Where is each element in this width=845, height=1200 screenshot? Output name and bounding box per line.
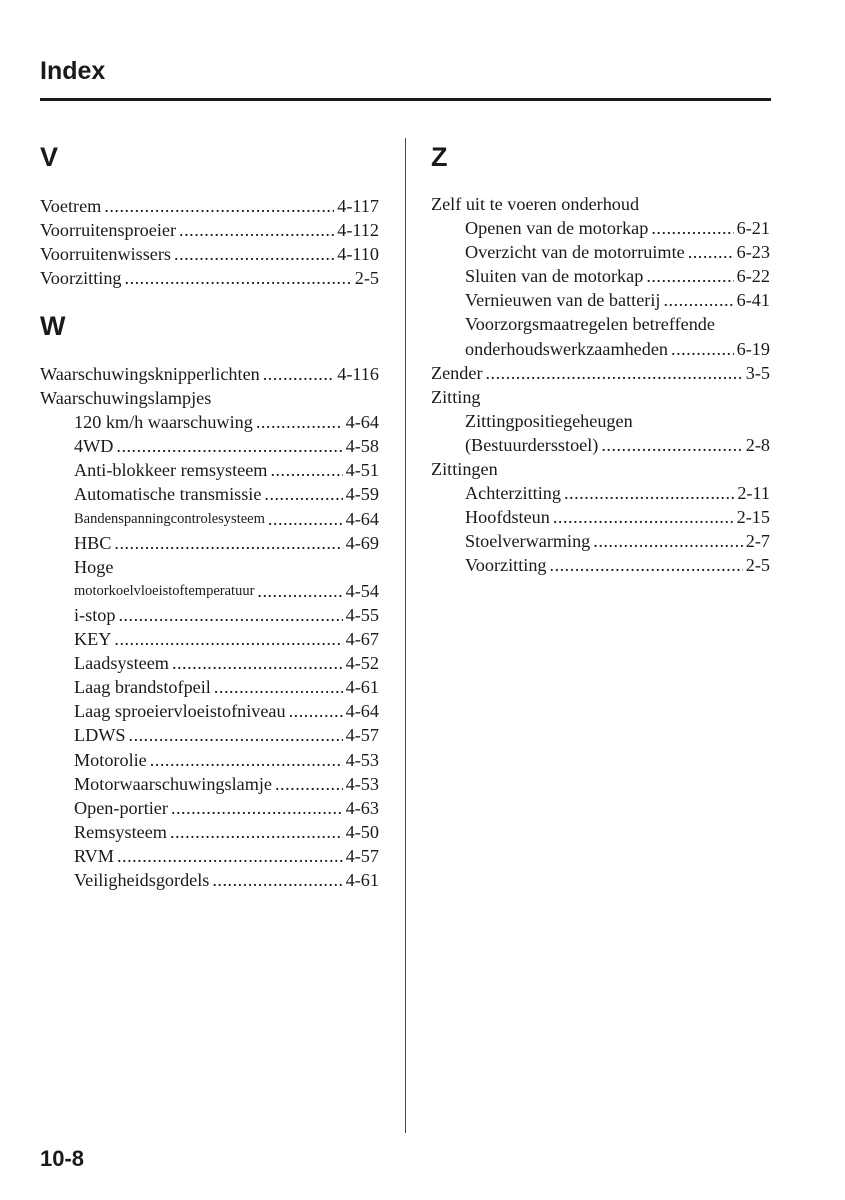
entry-page: 3-5: [745, 362, 770, 383]
index-subentry: [431, 481, 770, 505]
index-subentry: [40, 410, 379, 434]
section-letter-w: W: [40, 311, 66, 341]
index-subentry: [431, 553, 770, 577]
index-subentry: [431, 264, 770, 288]
entry-label: Vernieuwen van de batterij: [465, 290, 661, 311]
entry-label: Voorruitenwissers: [40, 244, 172, 265]
entry-label: 120 km/h waarschuwing: [74, 412, 253, 433]
index-entry: [40, 362, 379, 386]
index-subentry: [40, 723, 379, 747]
entry-label: Bandenspanningcontrolesysteem: [74, 510, 265, 527]
entry-label: Motorolie: [74, 749, 147, 770]
index-subentry: [40, 531, 379, 555]
entry-label: i-stop: [74, 604, 116, 625]
index-subentry: [431, 433, 770, 457]
column-divider: [405, 138, 406, 1133]
index-subentry: [431, 505, 770, 529]
entry-page: 4-116: [337, 364, 379, 384]
index-subentry-label: Hoge: [74, 556, 114, 577]
index-heading: Waarschuwingslampjes: [40, 388, 212, 409]
index-subentry: [40, 434, 379, 458]
entry-label: Remsysteem: [74, 821, 167, 842]
index-subentry: [431, 288, 770, 312]
entry-label: RVM: [74, 845, 114, 866]
index-subentry-label: Zittingpositiegeheugen: [465, 410, 633, 431]
entry-label: Voorzitting: [40, 268, 122, 289]
entry-page: 4-51: [345, 460, 379, 481]
entry-label: onderhoudswerkzaamheden: [465, 338, 669, 359]
entry-label: Waarschuwingsknipperlichten: [40, 364, 260, 384]
entry-label: Laadsysteem: [74, 653, 169, 674]
section-letter-z: Z: [431, 142, 448, 172]
index-subentry: [40, 603, 379, 627]
page-title: Index: [40, 57, 106, 85]
entry-label: 4WD: [74, 436, 114, 457]
entry-page: 4-61: [345, 869, 379, 890]
entry-page: 4-57: [345, 845, 379, 866]
entry-label: Motorwaarschuwingslamje: [74, 773, 272, 794]
entry-page: 4-112: [337, 220, 379, 241]
entry-page: 2-8: [745, 434, 770, 455]
entry-page: 2-5: [745, 555, 770, 576]
index-entry: [40, 218, 379, 242]
header-rule: [40, 98, 771, 101]
index-subentry: [40, 458, 379, 482]
index-list-v: [40, 194, 379, 290]
index-list-z: [431, 192, 770, 578]
entry-page: 4-64: [345, 701, 379, 722]
index-subentry: [40, 868, 379, 892]
entry-page: 4-58: [345, 436, 379, 457]
entry-label: LDWS: [74, 725, 126, 746]
entry-label: Veiligheidsgordels: [74, 869, 210, 890]
entry-page: 4-52: [345, 653, 379, 674]
entry-page: 4-59: [345, 484, 379, 505]
section-letter-v: V: [40, 142, 59, 172]
entry-page: 6-22: [736, 266, 770, 287]
entry-label: Stoelverwarming: [465, 531, 591, 552]
entry-label: Voorruitensproeier: [40, 220, 177, 241]
entry-label: Laag sproeiervloeistofniveau: [74, 701, 286, 722]
entry-page: 4-53: [345, 773, 379, 794]
entry-label: Achterzitting: [465, 483, 561, 504]
index-entry: [40, 266, 379, 290]
index-subentry: [40, 796, 379, 820]
entry-page: 2-5: [354, 268, 379, 289]
entry-page: 6-23: [736, 242, 770, 263]
index-entry: [40, 194, 379, 218]
index-entry: [40, 242, 379, 266]
entry-page: 4-63: [345, 797, 379, 818]
entry-page: 4-67: [345, 629, 379, 650]
entry-page: 6-21: [736, 218, 770, 239]
index-entry: [431, 361, 770, 385]
entry-page: 4-53: [345, 749, 379, 770]
entry-label: (Bestuurdersstoel): [465, 434, 599, 455]
index-subentry: [40, 675, 379, 699]
index-heading: Zelf uit te voeren onderhoud: [431, 194, 640, 214]
entry-label: KEY: [74, 629, 112, 650]
entry-page: 4-57: [345, 725, 379, 746]
entry-page: 2-15: [736, 507, 770, 528]
entry-page: 4-117: [337, 196, 379, 216]
entry-page: 4-64: [345, 412, 379, 433]
entry-page: 6-19: [736, 338, 770, 359]
entry-label: Voetrem: [40, 196, 102, 216]
index-subentry: [40, 627, 379, 651]
entry-label: Openen van de motorkap: [465, 218, 649, 239]
index-subentry: [40, 482, 379, 506]
index-subentry: [40, 507, 379, 531]
entry-label: Overzicht van de motorruimte: [465, 242, 685, 263]
page-number: 10-8: [40, 1146, 85, 1171]
entry-page: 4-50: [345, 821, 379, 842]
index-heading: Zittingen: [431, 459, 498, 480]
index-subentry: [40, 699, 379, 723]
entry-label: Open-portier: [74, 797, 168, 818]
index-subentry-label: Voorzorgsmaatregelen betreffende: [465, 314, 715, 335]
entry-label: Laag brandstofpeil: [74, 677, 211, 698]
entry-page: 4-69: [345, 532, 379, 553]
entry-label: Automatische transmissie: [74, 484, 262, 505]
index-subentry: [431, 216, 770, 240]
entry-page: 4-54: [345, 580, 379, 601]
index-subentry: [40, 772, 379, 796]
entry-page: 4-55: [345, 604, 379, 625]
index-subentry: [431, 529, 770, 553]
entry-label: Hoofdsteun: [465, 507, 550, 528]
entry-label: HBC: [74, 532, 112, 553]
entry-page: 2-11: [737, 483, 770, 504]
entry-page: 4-110: [337, 244, 379, 265]
index-subentry: [40, 844, 379, 868]
index-heading: Zitting: [431, 386, 481, 407]
index-subentry: [40, 651, 379, 675]
entry-label: Anti-blokkeer remsysteem: [74, 460, 268, 481]
entry-label: Zender: [431, 362, 483, 383]
entry-label: Voorzitting: [465, 555, 547, 576]
index-list-w: [40, 362, 379, 892]
entry-page: 2-7: [745, 531, 770, 552]
index-subentry: [40, 748, 379, 772]
entry-page: 4-64: [345, 508, 379, 529]
entry-label: Sluiten van de motorkap: [465, 266, 644, 287]
entry-page: 4-61: [345, 677, 379, 698]
index-subentry: [431, 337, 770, 361]
index-subentry: [431, 240, 770, 264]
index-subentry: [40, 820, 379, 844]
entry-label: motorkoelvloeistoftemperatuur: [74, 582, 255, 599]
entry-page: 6-41: [736, 290, 770, 311]
index-subentry: [40, 579, 379, 603]
